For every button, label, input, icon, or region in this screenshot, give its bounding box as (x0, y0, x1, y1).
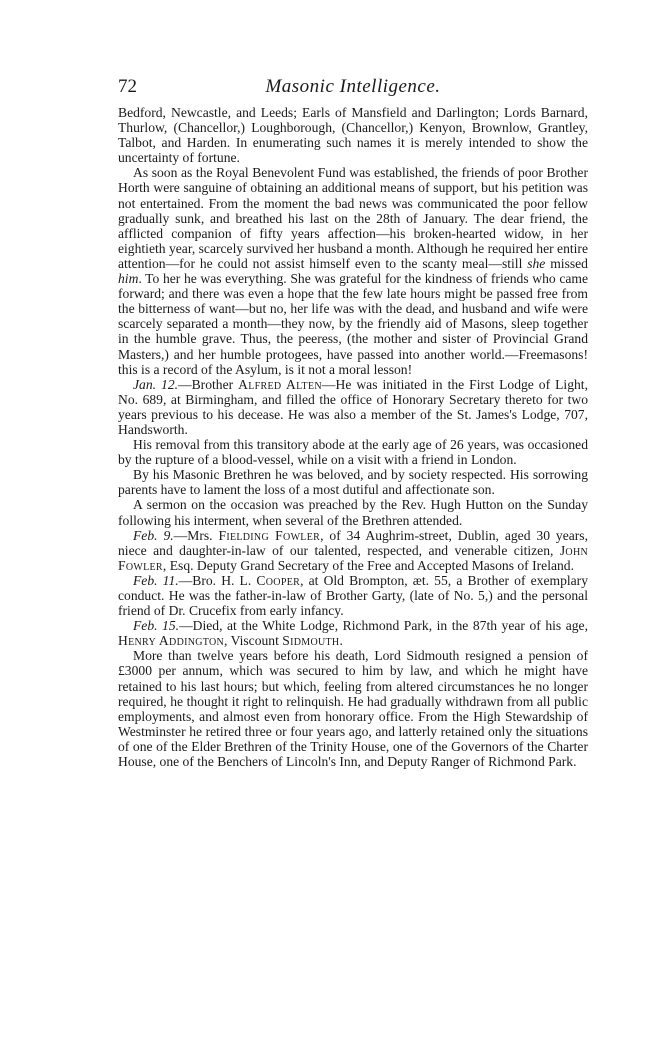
paragraph-alten-removal: His removal from this transitory abode at the early age of 26 years, was occasioned by the rupture of a blood-vessel, while on a visit with a friend in London. (118, 437, 588, 468)
horth-text-a: As soon as the Royal Benevolent Fund was established, the friends of poor Brother Horth were sanguine of obtaining an additional means of support, but his petition was not entertained. From the moment the bad news was communicated the poor fellow gradually sunk, and breathed his last on the 28th of January. The dear friend, the afflicted companion of fifty years affection—his broken-hearted widow, in her eightieth year, scarcely survived her husband a month. Although he required her entire attention—for he could not assist himself even to the scanty meal—still (118, 165, 588, 271)
obituary-text: —Died, at the White Lodge, Richmond Park, in the 87th year of his age, (179, 618, 588, 634)
obituary-text: —Mrs. (173, 527, 219, 543)
obituary-text: , Esq. Deputy Grand Secretary of the Free and Accepted Masons of Ireland. (162, 557, 574, 573)
obituary-text: . (339, 633, 343, 649)
obituary-name: Sidmouth (282, 633, 340, 649)
body-text (118, 105, 588, 769)
obituary-date: Feb. 11. (133, 572, 179, 588)
paragraph-horth (118, 165, 588, 376)
horth-emph-him: him (118, 271, 139, 287)
horth-text-c: . To her he was everything. She was grateful for the kindness of friends who came forward; and there was even a hope that the few late hours might be passed free from the bitterness of want—but no, her life was with the dead, and husband and wife were scarcely separated a month—they now, by the friendly aid of Masons, sleep together in the humble grave. Thus, the peeress, (the mother and sister of Provincial Grand Masters,) and her humble protogees, have passed into another world.—Freemasons! this is a record of the Asylum, is it not a moral lesson! (118, 271, 588, 377)
obituary-alten (118, 377, 588, 437)
obituary-text: —Bro. H. L. (178, 572, 257, 588)
obituary-name: Cooper (256, 572, 301, 588)
page-header (118, 76, 578, 106)
obituary-sidmouth (118, 618, 588, 648)
obituary-name: Fielding Fowler (218, 527, 321, 543)
obituary-cooper (118, 573, 588, 618)
obituary-text: , Viscount (224, 633, 283, 649)
horth-emph-she: she (527, 255, 546, 271)
obituary-date: Feb. 9. (133, 527, 174, 543)
paragraph-alten-beloved: By his Masonic Brethren he was beloved, and by society respected. His sorrowing parents have to lament the loss of a most dutiful and affectionate son. (118, 467, 588, 498)
paragraph-sidmouth-pension: More than twelve years before his death, Lord Sidmouth resigned a pension of £3000 per annum, which was secured to him by law, and which he might have retained to his last hours; but which, feeling from altered circumstances he no longer required, he thought it right to relinquish. He had gradually withdrawn from all public employments, and almost even from honorary office. From the High Stewardship of Westminster he retired three or four years ago, and latterly retained only the situations of one of the Elder Brethren of the Trinity House, one of the Governors of the Charter House, one of the Benchers of Lincoln's Inn, and Deputy Ranger of Richmond Park. (118, 648, 588, 770)
obituary-text: —Brother (178, 376, 239, 392)
obituary-name: John Fowler (118, 542, 588, 573)
obituary-date: Jan. 12. (133, 376, 179, 392)
obituary-text: , of 34 Aughrim-street, Dublin, aged 30 years, niece and daughter-in-law of our talented, respected, and venerable citizen, (118, 527, 588, 558)
obituary-date: Feb. 15. (133, 618, 180, 634)
obituary-name: Alfred Alten (238, 376, 322, 392)
obituary-text: —He was initiated in the First Lodge of Light, No. 689, at Birmingham, and filled the office of Honorary Secretary thereto for two years previous to his decease. He was also a member of the St. James's Lodge, 707, Handsworth. (118, 376, 588, 437)
running-head: Masonic Intelligence. (265, 76, 441, 97)
obituary-text: , at Old Brompton, æt. 55, a Brother of exemplary conduct. He was the father-in-law of Brother Garty, (late of No. 5,) and the personal friend of Dr. Crucefix from early infancy. (118, 572, 589, 619)
paragraph-peerage-list: Bedford, Newcastle, and Leeds; Earls of Mansfield and Darlington; Lords Barnard, Thurlow, (Chancellor,) Loughborough, (Chancellor,) Kenyon, Brownlow, Grantley, Talbot, and Harden. In enumerating such names it is merely intended to show the uncertainty of fortune. (118, 105, 588, 166)
obituary-fowler (118, 528, 588, 573)
obituary-name: Henry Addington (118, 633, 225, 649)
paragraph-alten-sermon: A sermon on the occasion was preached by the Rev. Hugh Hutton on the Sunday following his interment, when several of the Brethren attended. (118, 497, 588, 528)
page-number: 72 (118, 76, 137, 97)
horth-text-b: missed (545, 255, 588, 271)
